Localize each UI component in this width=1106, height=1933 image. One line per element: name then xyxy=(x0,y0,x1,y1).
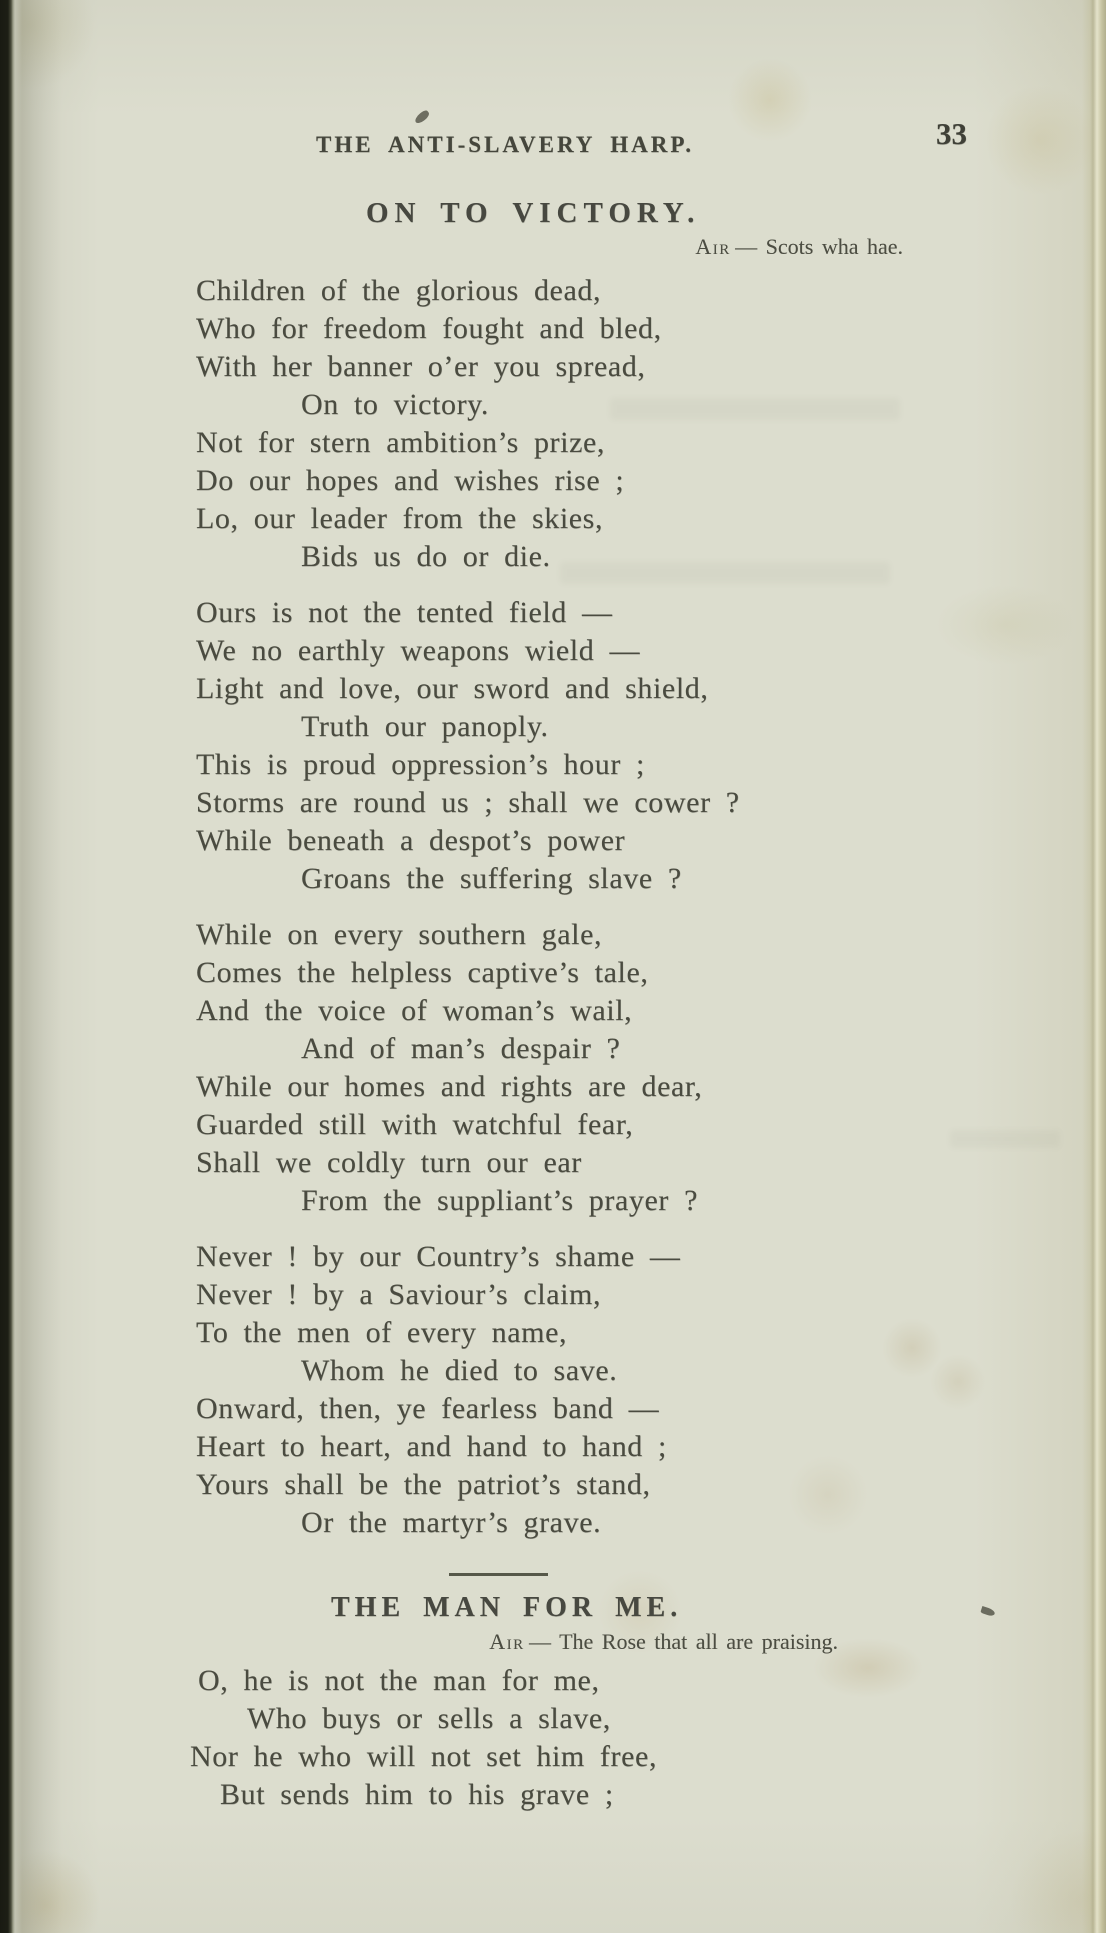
poem-line: Comes the helpless captive’s tale, xyxy=(196,956,649,989)
ink-smudge xyxy=(413,109,431,125)
poem-body-on-to-victory xyxy=(196,272,740,1560)
air-label: Air xyxy=(695,234,731,259)
poem-line: And of man’s despair ? xyxy=(301,1032,621,1065)
stanza xyxy=(196,1238,740,1542)
poem-line: Guarded still with watchful fear, xyxy=(196,1108,634,1141)
poem-line: And the voice of woman’s wail, xyxy=(196,994,633,1027)
poem-line: Nor he who will not set him free, xyxy=(190,1740,658,1773)
page-edge xyxy=(1082,0,1106,1933)
poem-line: Never ! by our Country’s shame — xyxy=(196,1240,681,1273)
poem-line: Onward, then, ye fearless band — xyxy=(196,1392,660,1425)
poem-line: While on every southern gale, xyxy=(196,918,603,951)
page-number: 33 xyxy=(936,116,967,151)
binding-shadow xyxy=(0,0,62,1933)
poem-line: On to victory. xyxy=(301,388,489,421)
poem-line: Bids us do or die. xyxy=(301,540,551,573)
show-through-smudge xyxy=(950,1130,1060,1148)
poem-line: O, he is not the man for me, xyxy=(198,1664,600,1697)
margin-ink-mark xyxy=(980,1606,995,1617)
section-divider xyxy=(449,1573,548,1576)
poem-line: Shall we coldly turn our ear xyxy=(196,1146,582,1179)
poem-line: While our homes and rights are dear, xyxy=(196,1070,703,1103)
running-header: THE ANTI-SLAVERY HARP. xyxy=(316,132,695,157)
poem-line: Ours is not the tented field — xyxy=(196,596,613,629)
stanza xyxy=(196,594,740,898)
poem-line: Not for stern ambition’s prize, xyxy=(196,426,606,459)
stanza xyxy=(196,916,740,1220)
poem-line: Whom he died to save. xyxy=(301,1354,618,1387)
poem-line: Do our hopes and wishes rise ; xyxy=(196,464,625,497)
stanza xyxy=(190,1662,657,1814)
poem-line: Lo, our leader from the skies, xyxy=(196,502,604,535)
poem-line: With her banner o’er you spread, xyxy=(196,350,646,383)
poem-line: Light and love, our sword and shield, xyxy=(196,672,709,705)
poem-line: This is proud oppression’s hour ; xyxy=(196,748,645,781)
poem-title-the-man-for-me: THE MAN FOR ME. xyxy=(331,1592,683,1623)
air-label: Air xyxy=(489,1629,525,1654)
poem-line: Children of the glorious dead, xyxy=(196,274,602,307)
poem-line: From the suppliant’s prayer ? xyxy=(301,1184,698,1217)
air-tune: — The Rose that all are praising. xyxy=(524,1629,838,1654)
poem-line: Yours shall be the patriot’s stand, xyxy=(196,1468,651,1501)
air-tune: — Scots wha hae. xyxy=(730,234,903,259)
poem-line: Who for freedom fought and bled, xyxy=(196,312,662,345)
poem-title-on-to-victory: ON TO VICTORY. xyxy=(366,197,701,229)
poem-line: Or the martyr’s grave. xyxy=(301,1506,602,1539)
air-attribution xyxy=(400,1629,838,1655)
poem-line: We no earthly weapons wield — xyxy=(196,634,641,667)
poem-line: Who buys or sells a slave, xyxy=(247,1702,611,1735)
poem-line: Storms are round us ; shall we cower ? xyxy=(196,786,740,819)
poem-line: Heart to heart, and hand to hand ; xyxy=(196,1430,667,1463)
poem-line: While beneath a despot’s power xyxy=(196,824,626,857)
poem-line: But sends him to his grave ; xyxy=(220,1778,614,1811)
stanza xyxy=(196,272,740,576)
poem-line: Never ! by a Saviour’s claim, xyxy=(196,1278,602,1311)
poem-line: Truth our panoply. xyxy=(301,710,549,743)
poem-body-the-man-for-me xyxy=(190,1662,657,1832)
air-attribution xyxy=(500,234,903,260)
poem-line: Groans the suffering slave ? xyxy=(301,862,682,895)
poem-line: To the men of every name, xyxy=(196,1316,568,1349)
